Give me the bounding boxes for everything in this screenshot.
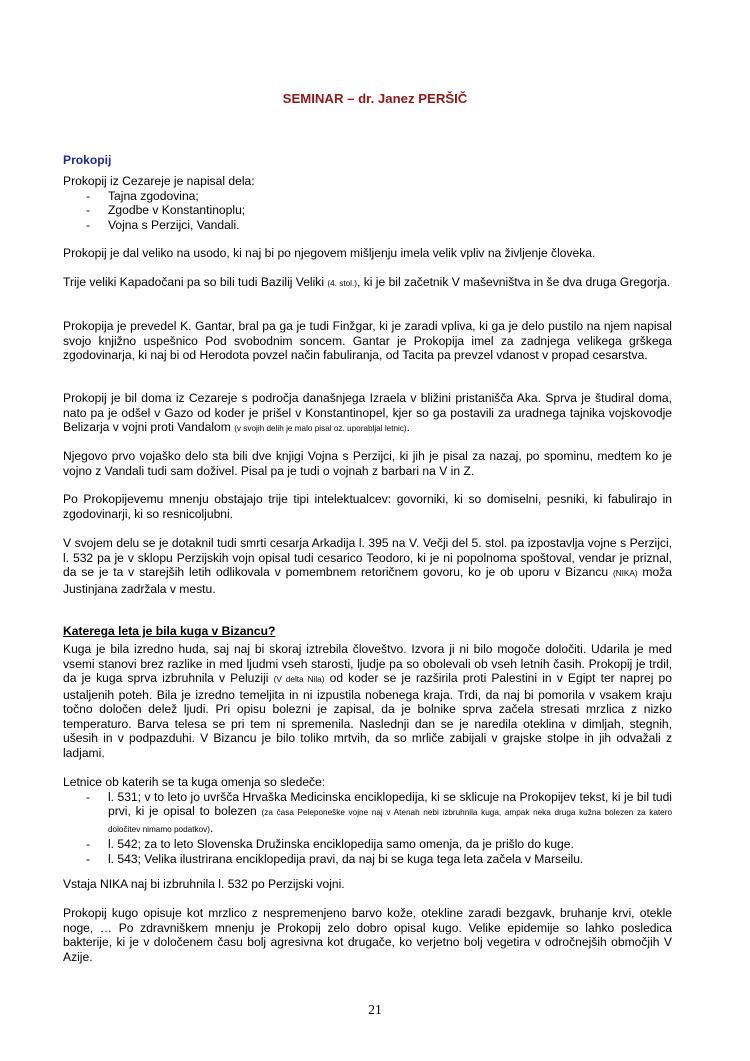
paragraph: Prokopij je dal veliko na usodo, ki naj bi po njegovem mišljenju imela velik vpliv na življenje človeka. — [63, 246, 596, 260]
list-item: - l. 531; v to leto jo uvršča Hrvaška Medicinska enciklopedija, ki se sklicuje na Prokopijev tekst, ki je bil tudi prvi, ki je opisal to bolezen (za časa Peleponeške vojne naj v Atenah nebi izbruhnila kuga, ampak neka druga kužna bolezen za katero določitev nimamo podatkov). — [63, 790, 672, 838]
list-item: - l. 542; za to leto Slovenska Družinska enciklopedija samo omenja, da je prišlo do kuge. — [63, 837, 672, 852]
paragraph: Prokopija je prevedel K. Gantar, bral pa ga je tudi Finžgar, ki je zaradi vpliva, ki ga je delo pustilo na njem napisal svojo knjižno uspešnico Pod svobodnim soncem. Gantar je Prokopija imel za zadnjega velikega grškega zgodovinarja, ki naj bi od Herodota povzel način fabuliranja, od Tacita pa prevzel vdanost v propad cesarstva. — [63, 319, 672, 362]
page-title: SEMINAR – dr. Janez PERŠIČ — [282, 91, 468, 106]
list-item: - Vojna s Perzijci, Vandali. — [63, 218, 672, 233]
list-item: - l. 543; Velika ilustrirana enciklopedija pravi, da naj bi se kuga tega leta začela v Marseilu. — [63, 852, 672, 867]
paragraph: Trije veliki Kapadočani pa so bili tudi Bazilij Veliki (4. stol.), ki je bil začetnik V maševništva in še dva druga Gregorja. — [63, 275, 671, 289]
years-list — [63, 790, 672, 867]
paragraph: Njegovo prvo vojaško delo sta bili dve knjigi Vojna s Perzijci, ki jih je pisal za nazaj, po spominu, medtem ko je vojno z Vandali tudi sam doživel. Pisal pa je tudi o vojnah z barbari na V in Z. — [63, 449, 672, 478]
page-number: 21 — [368, 1002, 382, 1017]
list-item: - Tajna zgodovina; — [63, 189, 672, 204]
paragraph: V svojem delu se je dotaknil tudi smrti cesarja Arkadija l. 395 na V. Večji del 5. stol. pa izpostavlja vojne s Perzijci, l. 532 pa je v sklopu Perzijskih vojn opisal tudi cesarico Teodoro, ki je ni popolnoma spoštoval, vendar je priznal, da se je ta v starejših letih odlikovala v pomembnem retoričnem govoru, ko je ob uporu v Bizancu (NIKA) moža Justinjana zadržala v mestu. — [63, 536, 672, 596]
works-intro: Prokopij iz Cezareje je napisal dela: — [63, 174, 255, 188]
section-heading-plague: Katerega leta je bila kuga v Bizancu? — [63, 624, 276, 638]
years-block — [63, 775, 672, 866]
paragraph: Prokopij je bil doma iz Cezareje s področja današnjega Izraela v bližini pristanišča Aka. Sprva je študiral doma, nato pa je odšel v Gazo od koder je prišel v Konstantinopel, kjer so ga postavili za uradnega tajnika vojskovodje Belizarja v vojni proti Vandalom (v svojih delih je malo pisal oz. uporabljal letnic). — [63, 391, 672, 434]
section-heading-prokopij: Prokopij — [63, 153, 112, 167]
paragraph: Po Prokopijevemu mnenju obstajajo trije tipi intelektualcev: govorniki, ki so domiselni, pesniki, ki fabulirajo in zgodovinarji, ki so resnicoljubni. — [63, 492, 672, 521]
works-list — [63, 189, 672, 233]
paragraph: Kuga je bila izredno huda, saj naj bi skoraj iztrebila človeštvo. Izvora ji ni bilo mogoče določiti. Udarila je med vsemi stanovi brez razlike in med ljudmi vseh starosti, ljudje pa so obolevali ob vseh letnih časih. Prokopij je trdil, da je kuga sprva izbruhnila v Peluziji (V delta Nila) od koder se je razširila proti Palestini in v Egipt ter naprej po ustaljenih poteh. Bila je izredno temeljita in ni izpustila nobenega kraja. Trdi, da naj bi pomorila v vsakem kraju točno določen delež ljudi. Pri opisu bolezni je zapisal, da je bolnike sprva začela stresati mrzlica z nizko temperaturo. Barva telesa se pri tem ni spremenila. Naslednji dan se je naredila oteklina v dimljah, stegnih, ušesih in v podpazduhi. V Bizancu je bilo toliko mrtvih, da so mrliče zabijali v grajske stolpe in jih odvažali z ladjami. — [63, 642, 672, 760]
works-block — [63, 174, 672, 232]
years-intro: Letnice ob katerih se ta kuga omenja so sledeče: — [63, 775, 326, 789]
paragraph: Vstaja NIKA naj bi izbruhnila l. 532 po Perzijski vojni. — [63, 877, 345, 891]
paragraph: Prokopij kugo opisuje kot mrzlico z nespremenjeno barvo kože, otekline zaradi bezgavk, bruhanje krvi, otekle noge, … Po zdravniškem mnenju je Prokopij zelo dobro opisal kugo. Velike epidemije so lahko posledica bakterije, ki je v določenem času bolj agresivna kot drugače, ko verjetno bolj vegetira v odročnejših območjih V Azije. — [63, 906, 672, 964]
list-item: - Zgodbe v Konstantinoplu; — [63, 203, 672, 218]
